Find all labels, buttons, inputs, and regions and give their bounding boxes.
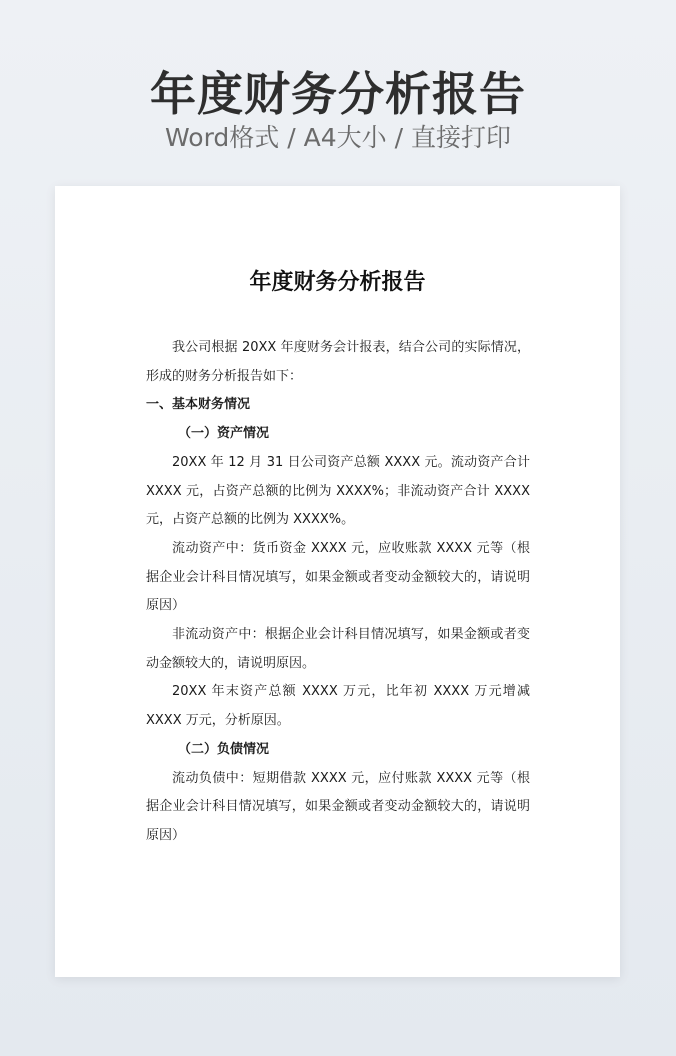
subsection-heading-assets: （一）资产情况 <box>178 426 270 442</box>
paragraph: 流动资产中：货币资金 XXXX 元，应收账款 XXXX 元等（根据企业会计科目情况填写，如果金额或者变动金额较大的，请说明原因） <box>146 540 530 614</box>
banner-title: 年度财务分析报告 <box>150 67 526 121</box>
document-title: 年度财务分析报告 <box>249 270 426 295</box>
section-heading: 一、基本财务情况 <box>146 397 251 413</box>
document-body <box>146 334 530 851</box>
paragraph: 20XX 年 12 月 31 日公司资产总额 XXXX 元。流动资产合计 XXXX 元，占资产总额的比例为 XXXX%；非流动资产合计 XXXX 元，占资产总额的比例为 XXXX%。 <box>146 454 530 528</box>
banner-subtitle: Word格式 / A4大小 / 直接打印 <box>165 123 511 152</box>
paragraph: 流动负债中：短期借款 XXXX 元，应付账款 XXXX 元等（根据企业会计科目情况填写，如果金额或者变动金额较大的，请说明原因） <box>146 770 530 843</box>
intro-paragraph: 我公司根据 20XX 年度财务会计报表，结合公司的实际情况，形成的财务分析报告如下： <box>146 340 530 384</box>
paragraph: 非流动资产中：根据企业会计科目情况填写，如果金额或者变动金额较大的，请说明原因。 <box>146 627 530 671</box>
subsection-heading-liabilities: （二）负债情况 <box>178 741 270 757</box>
paragraph: 20XX 年末资产总额 XXXX 万元，比年初 XXXX 万元增减 XXXX 万元，分析原因。 <box>146 684 530 729</box>
header-banner <box>0 0 676 186</box>
document-page <box>55 186 620 977</box>
